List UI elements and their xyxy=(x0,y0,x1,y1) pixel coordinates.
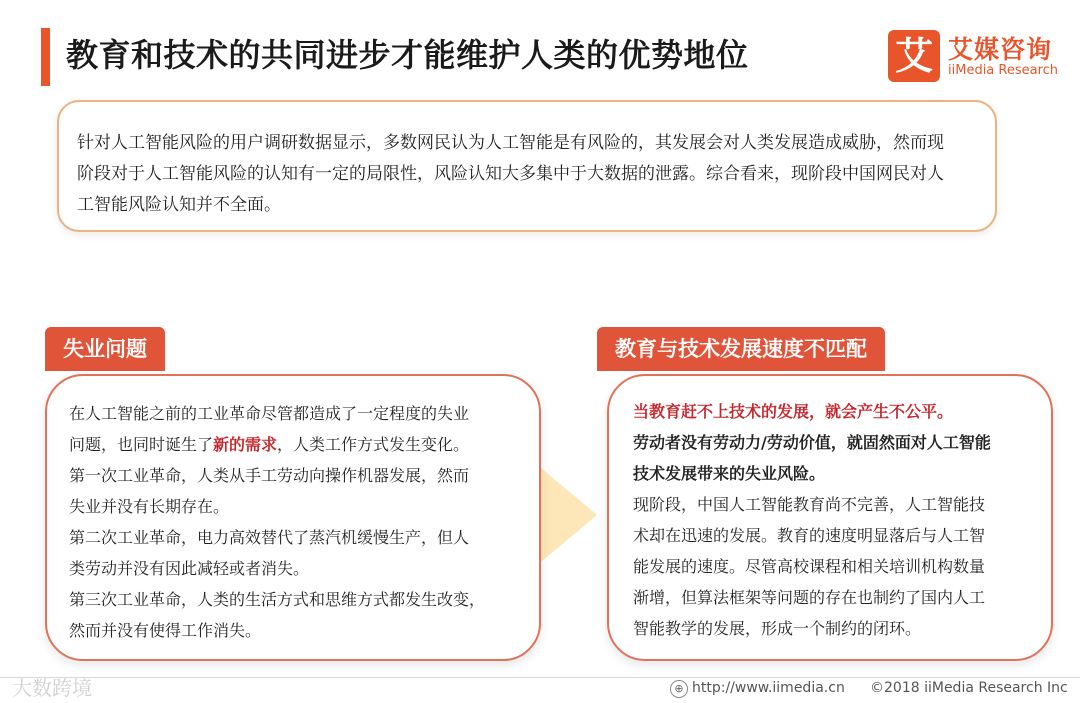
text-line: 第二次工业革命，电力高效替代了蒸汽机缓慢生产，但人 xyxy=(69,528,470,547)
logo-mark-icon: 艾 xyxy=(888,30,940,82)
text-line: 智能教学的发展，形成一个制约的闭环。 xyxy=(633,619,922,638)
summary-line: 阶段对于人工智能风险的认知有一定的局限性，风险认知大多集中于大数据的泄露。综合看来，现阶段中国网民对人 xyxy=(77,164,944,184)
text-line: 第三次工业革命，人类的生活方式和思维方式都发生改变， xyxy=(69,590,486,609)
logo-chinese-name: 艾媒咨询 xyxy=(948,35,1053,64)
education-tag: 教育与技术发展速度不匹配 xyxy=(597,327,885,371)
unemployment-tag: 失业问题 xyxy=(45,327,165,371)
logo-english-name: iiMedia Research xyxy=(948,63,1059,78)
brand-logo xyxy=(888,30,1068,82)
text-line: 然而并没有使得工作消失。 xyxy=(69,621,262,640)
watermark: 大数跨境 xyxy=(12,676,92,700)
summary-line: 针对人工智能风险的用户调研数据显示，多数网民认为人工智能是有风险的，其发展会对人类发展造成威胁，然而现 xyxy=(77,133,944,153)
text-segment: ，人类工作方式发生变化。 xyxy=(277,435,470,454)
text-line: 类劳动并没有因此减轻或者消失。 xyxy=(69,559,310,578)
footer-copyright: ©2018 iiMedia Research Inc xyxy=(870,680,1068,696)
title-accent-bar xyxy=(41,28,50,86)
bold-line: 技术发展带来的失业风险。 xyxy=(633,464,826,483)
text-line: 第一次工业革命，人类从手工劳动向操作机器发展，然而 xyxy=(69,466,470,485)
flow-arrow-icon xyxy=(535,463,597,567)
text-line: 术却在迅速的发展。教育的速度明显落后与人工智 xyxy=(633,526,986,545)
education-panel xyxy=(607,374,1053,661)
text-line: 渐增，但算法框架等问题的存在也制约了国内人工 xyxy=(633,588,986,607)
bold-line: 劳动者没有劳动力/劳动价值，就固然面对人工智能 xyxy=(633,433,991,452)
footer-divider xyxy=(0,677,1080,678)
text-segment: 问题，也同时诞生了 xyxy=(69,435,214,454)
text-line: 现阶段，中国人工智能教育尚不完善，人工智能技 xyxy=(633,495,986,514)
highlight-line: 当教育赶不上技术的发展，就会产生不公平。 xyxy=(633,402,954,421)
text-line: 在人工智能之前的工业革命尽管都造成了一定程度的失业 xyxy=(69,404,470,423)
text-line: 失业并没有长期存在。 xyxy=(69,497,230,516)
highlight-new-demand: 新的需求 xyxy=(213,435,278,454)
summary-box xyxy=(57,100,997,232)
unemployment-panel xyxy=(45,374,541,661)
text-line: 能发展的速度。尽管高校课程和相关培训机构数量 xyxy=(633,557,986,576)
footer-url-link[interactable]: http://www.iimedia.cn xyxy=(692,680,845,696)
summary-line: 工智能风险认知并不全面。 xyxy=(77,195,281,215)
text-line xyxy=(69,429,525,460)
globe-icon: ⊕ xyxy=(670,680,688,698)
page-title: 教育和技术的共同进步才能维护人类的优势地位 xyxy=(66,36,749,74)
